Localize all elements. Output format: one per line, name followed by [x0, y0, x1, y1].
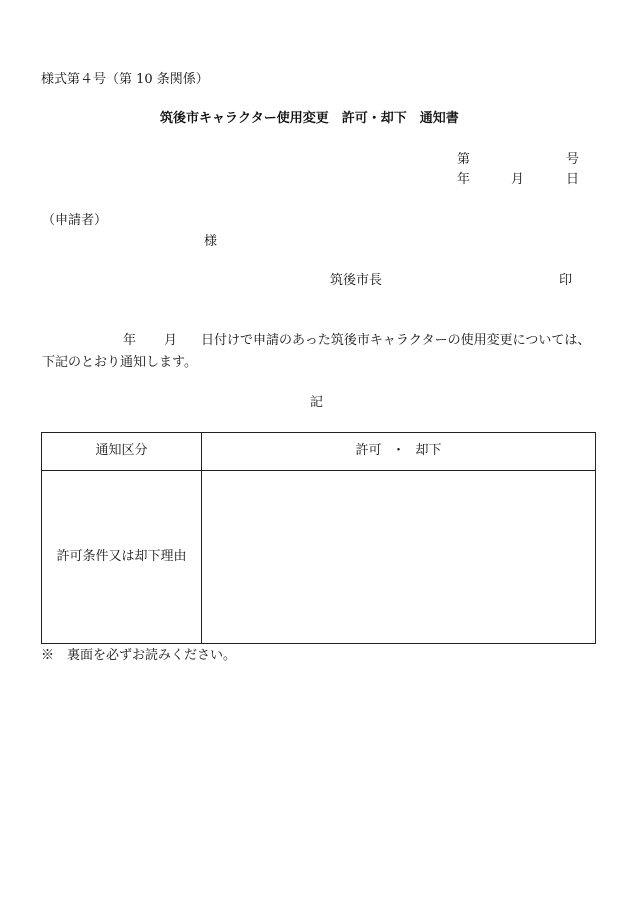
ki-heading: 記	[310, 395, 324, 410]
table-row	[42, 471, 596, 644]
body-year: 年	[123, 333, 137, 348]
seal-mark: 印	[559, 273, 573, 288]
form-number: 様式第４号（第 10 条関係）	[41, 72, 209, 87]
notice-category-header: 通知区分	[42, 433, 202, 471]
issuer-title: 筑後市長	[330, 273, 383, 288]
option-separator: ・	[391, 443, 405, 459]
doc-number-go: 号	[566, 152, 580, 167]
doc-number-dai: 第	[457, 152, 471, 167]
table-row	[42, 433, 596, 471]
body-paragraph	[42, 330, 594, 374]
applicant-honorific: 様	[204, 234, 218, 249]
conditions-value	[202, 471, 596, 644]
notice-category-value	[202, 433, 596, 471]
document-title: 筑後市キャラクター使用変更 許可・却下 通知書	[160, 111, 459, 126]
body-month: 月	[164, 333, 178, 348]
footer-note: ※ 裏面を必ずお読みください。	[41, 648, 237, 663]
body-text: 日付けで申請のあった筑後市キャラクターの使用変更については、下記のとおり通知します。	[42, 333, 591, 370]
conditions-header: 許可条件又は却下理由	[42, 471, 202, 644]
date-day: 日	[566, 172, 580, 187]
date-month: 月	[511, 172, 525, 187]
option-permit: 許可	[355, 443, 382, 459]
date-year: 年	[457, 172, 471, 187]
applicant-label: （申請者）	[42, 213, 108, 228]
option-reject: 却下	[415, 443, 442, 459]
notice-table	[41, 432, 596, 644]
